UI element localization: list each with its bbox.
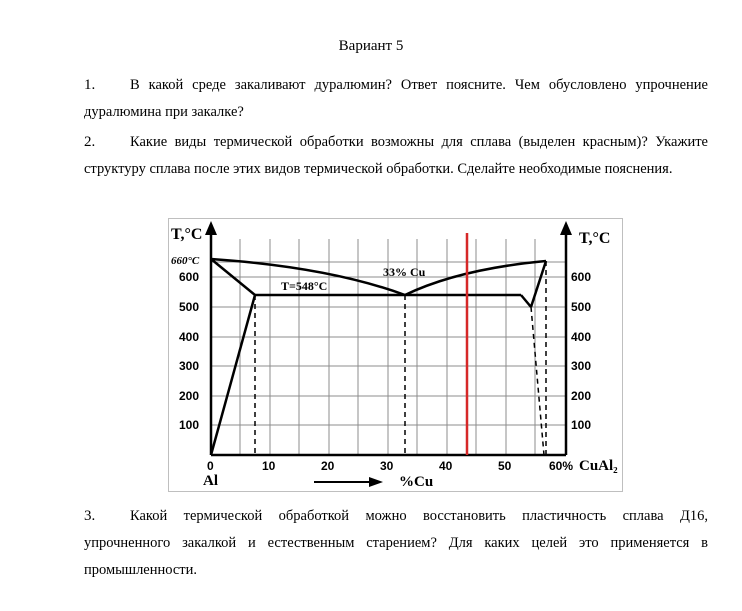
question-1-number: 1.	[84, 77, 96, 93]
y-tick-right: 200	[571, 389, 592, 403]
phase-lines	[211, 259, 546, 455]
eutectic-composition-label: 33% Cu	[383, 265, 426, 279]
x-tick: 40	[439, 459, 453, 473]
y-tick-left: 300	[179, 359, 200, 373]
direction-arrow-icon	[369, 477, 383, 487]
eutectic-temperature-label: T=548°C	[281, 279, 328, 293]
solvus-left	[211, 295, 255, 455]
left-axis-arrow	[205, 221, 217, 235]
question-3-number: 3.	[84, 508, 96, 524]
x-tick: 10	[262, 459, 276, 473]
y-axis-label-left: T,°C	[171, 226, 203, 243]
y-tick-left: 200	[179, 389, 200, 403]
x-tick: 50	[498, 459, 512, 473]
y-tick-right: 600	[571, 270, 592, 284]
x-tick-labels	[207, 459, 573, 473]
question-2	[84, 129, 708, 183]
melting-point-label: 660°C	[171, 255, 200, 267]
y-tick-left: 400	[179, 330, 200, 344]
y-tick-left: 500	[179, 300, 200, 314]
left-tick-labels	[179, 270, 199, 432]
y-tick-right: 500	[571, 300, 592, 314]
right-axis-arrow	[560, 221, 572, 235]
x-start-label: Al	[203, 473, 218, 489]
right-tick-labels	[571, 270, 591, 432]
x-end-label: CuAl₂	[579, 458, 618, 474]
x-tick: 30	[380, 459, 394, 473]
x-axis-label: %Cu	[399, 474, 434, 490]
phase-diagram	[168, 218, 623, 492]
question-3	[84, 503, 708, 584]
y-tick-right: 400	[571, 330, 592, 344]
x-tick: 20	[321, 459, 335, 473]
y-axis-label-right: T,°C	[579, 230, 611, 247]
question-3-text: Какой термической обработкой можно восстановить пластичность сплава Д16, упрочненного закалкой и естественным старением? Для каких целей это применяется в промышленности.	[84, 508, 708, 578]
phase-diagram-svg	[169, 219, 624, 493]
y-tick-left: 100	[179, 418, 200, 432]
question-1-text: В какой среде закаливают дуралюмин? Ответ поясните. Чем обусловлено упрочнение дуралюмина при закалке?	[84, 77, 708, 120]
question-2-number: 2.	[84, 134, 96, 150]
solidus-right	[521, 295, 531, 307]
x-tick: 0	[207, 459, 214, 473]
question-1	[84, 72, 708, 126]
y-tick-right: 100	[571, 418, 592, 432]
y-tick-left: 600	[179, 270, 200, 284]
question-2-text: Какие виды термической обработки возможны для сплава (выделен красным)? Укажите структуру сплава после этих видов термической обработки. Сделайте необходимые пояснения.	[84, 134, 708, 177]
y-tick-right: 300	[571, 359, 592, 373]
x-tick: 60%	[549, 459, 574, 473]
variant-title: Вариант 5	[338, 38, 404, 54]
